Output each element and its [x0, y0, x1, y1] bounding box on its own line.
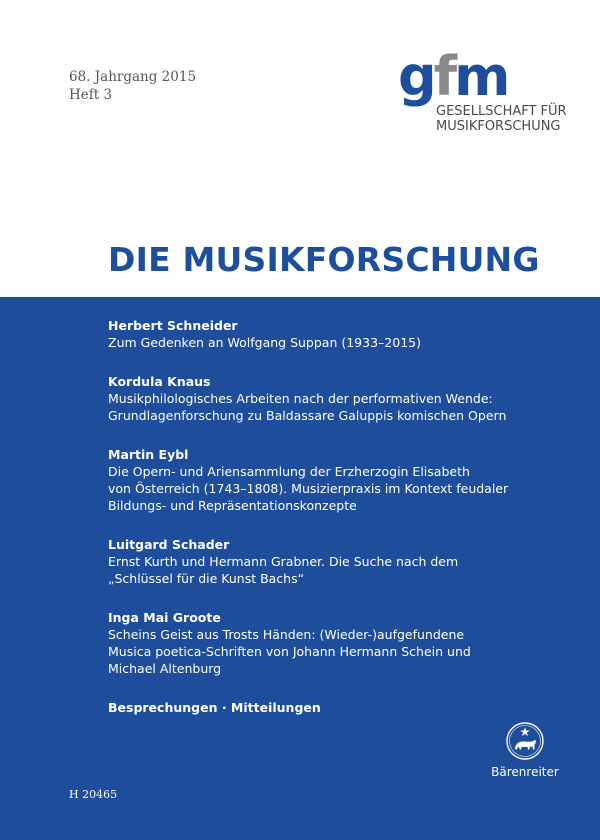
article-author: Kordula Knaus: [108, 374, 211, 389]
article-title-line: von Österreich (1743–1808). Musizierpraxis im Kontext feudaler: [108, 481, 509, 496]
article-title-line: Grundlagenforschung zu Baldassare Galuppis komischen Opern: [108, 408, 507, 423]
article-title-line: Zum Gedenken an Wolfgang Suppan (1933–2015): [108, 335, 421, 350]
article-title-line: Bildungs- und Repräsentationskonzepte: [108, 498, 357, 513]
journal-title: DIE MUSIKFORSCHUNG: [108, 240, 540, 279]
article-author: Herbert Schneider: [108, 318, 238, 333]
contents-panel: [0, 297, 600, 840]
logo-line-2: MUSIKFORSCHUNG: [436, 119, 561, 134]
article-title-line: Musica poetica-Schriften von Johann Hermann Schein und: [108, 644, 471, 659]
article-author: Martin Eybl: [108, 447, 189, 462]
sections-line: Besprechungen · Mitteilungen: [108, 700, 321, 715]
logo-letter-m: m: [454, 45, 508, 108]
baerenreiter-seal-icon: [505, 721, 545, 761]
article-item: [108, 446, 578, 514]
article-author: Inga Mai Groote: [108, 610, 221, 625]
volume-year: 68. Jahrgang 2015: [69, 69, 197, 85]
gfm-logo: [398, 45, 567, 134]
article-item: [108, 609, 578, 677]
publisher-logo: [486, 721, 564, 779]
article-author: Luitgard Schader: [108, 537, 230, 552]
issue-info: [69, 68, 196, 104]
article-title-line: Scheins Geist aus Trosts Händen: (Wieder-)aufgefundene: [108, 627, 465, 642]
logo-letter-g: g: [398, 45, 434, 108]
article-title-line: „Schlüssel für die Kunst Bachs“: [108, 571, 305, 586]
article-item: [108, 317, 578, 351]
article-item: [108, 536, 578, 587]
logo-letter-f: f: [433, 45, 455, 108]
issue-number: Heft 3: [69, 87, 113, 103]
publisher-name: Bärenreiter: [491, 765, 559, 779]
gfm-logo-mark: [398, 45, 567, 108]
article-title-line: Ernst Kurth und Hermann Grabner. Die Suche nach dem: [108, 554, 459, 569]
gfm-logo-text: [436, 104, 567, 134]
catalog-number: H 20465: [69, 788, 118, 801]
article-title-line: Musikphilologisches Arbeiten nach der performativen Wende:: [108, 391, 493, 406]
article-item: [108, 373, 578, 424]
article-title-line: Michael Altenburg: [108, 661, 222, 676]
logo-line-1: GESELLSCHAFT FÜR: [436, 104, 567, 119]
article-title-line: Die Opern- und Ariensammlung der Erzherzogin Elisabeth: [108, 464, 470, 479]
article-list: [108, 317, 578, 716]
